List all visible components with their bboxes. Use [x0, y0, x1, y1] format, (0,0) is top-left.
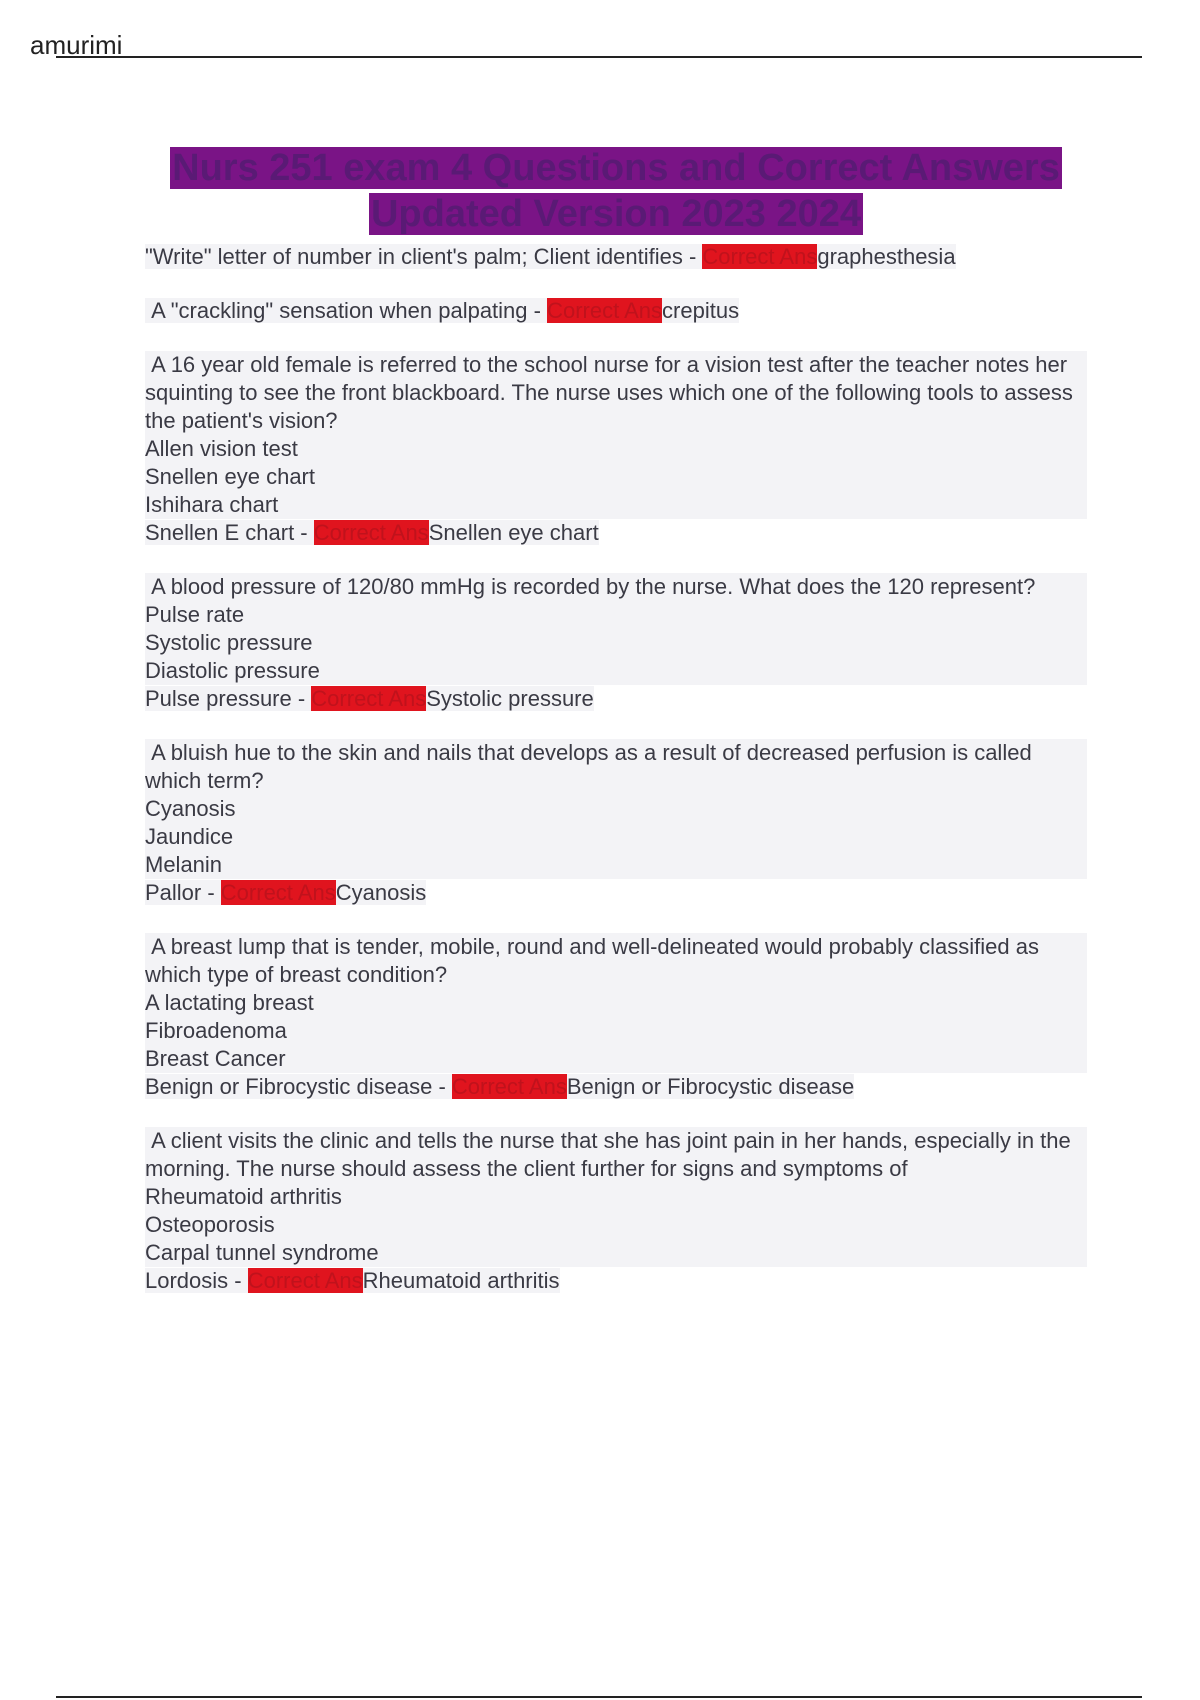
document-title	[145, 145, 1087, 237]
correct-answer-tag: Correct Ans	[220, 880, 336, 905]
qa-item	[145, 573, 1087, 713]
question-text: A client visits the clinic and tells the nurse that she has joint pain in her hands, especially in the morning. The nurse should assess the client further for signs and symptoms of	[145, 1127, 1087, 1183]
qa-item	[145, 1127, 1087, 1295]
option-text: Systolic pressure	[145, 629, 1087, 657]
footer-divider	[56, 1696, 1142, 1698]
answer-text: graphesthesia	[817, 244, 956, 269]
question-text: A bluish hue to the skin and nails that develops as a result of decreased perfusion is called which term?	[145, 739, 1087, 795]
correct-answer-tag: Correct Ans	[547, 298, 663, 323]
correct-answer-tag: Correct Ans	[451, 1074, 567, 1099]
option-text: Cyanosis	[145, 795, 1087, 823]
qa-item	[145, 243, 1087, 271]
option-text: Osteoporosis	[145, 1211, 1087, 1239]
answer-text: crepitus	[662, 298, 740, 323]
title-line-2: Updated Version 2023 2024	[370, 193, 862, 235]
qa-item	[145, 297, 1087, 325]
option-text: A lactating breast	[145, 989, 1087, 1017]
document-body	[145, 145, 1087, 1321]
option-text: Allen vision test	[145, 435, 1087, 463]
answer-text: Snellen eye chart	[428, 520, 599, 545]
option-text: Pulse rate	[145, 601, 1087, 629]
answer-text: Systolic pressure	[426, 686, 594, 711]
correct-answer-tag: Correct Ans	[247, 1268, 363, 1293]
correct-answer-tag: Correct Ans	[313, 520, 429, 545]
qa-item	[145, 351, 1087, 547]
header-divider	[56, 56, 1142, 58]
answer-text: Cyanosis	[335, 880, 427, 905]
option-text: Breast Cancer	[145, 1045, 1087, 1073]
option-text: Pulse pressure -	[145, 686, 312, 711]
question-text: A 16 year old female is referred to the school nurse for a vision test after the teacher notes her squinting to see the front blackboard. The nurse uses which one of the following tools to assess the patient's vision?	[145, 351, 1087, 435]
question-text: "Write" letter of number in client's palm; Client identifies -	[145, 244, 703, 269]
answer-text: Benign or Fibrocystic disease	[566, 1074, 855, 1099]
option-text: Ishihara chart	[145, 491, 1087, 519]
option-text: Lordosis -	[145, 1268, 248, 1293]
question-text: A breast lump that is tender, mobile, round and well-delineated would probably classified as which type of breast condition?	[145, 933, 1087, 989]
username-header: amurimi	[30, 30, 123, 60]
option-text: Benign or Fibrocystic disease -	[145, 1074, 452, 1099]
option-text: Snellen eye chart	[145, 463, 1087, 491]
option-text: Fibroadenoma	[145, 1017, 1087, 1045]
qa-item	[145, 933, 1087, 1101]
question-text: A "crackling" sensation when palpating -	[145, 298, 548, 323]
answer-text: Rheumatoid arthritis	[362, 1268, 560, 1293]
option-text: Rheumatoid arthritis	[145, 1183, 1087, 1211]
option-text: Jaundice	[145, 823, 1087, 851]
option-text: Melanin	[145, 851, 1087, 879]
option-text: Carpal tunnel syndrome	[145, 1239, 1087, 1267]
correct-answer-tag: Correct Ans	[311, 686, 427, 711]
option-text: Pallor -	[145, 880, 221, 905]
option-text: Snellen E chart -	[145, 520, 314, 545]
option-text: Diastolic pressure	[145, 657, 1087, 685]
qa-item	[145, 739, 1087, 907]
correct-answer-tag: Correct Ans	[702, 244, 818, 269]
question-text: A blood pressure of 120/80 mmHg is recorded by the nurse. What does the 120 represent?	[145, 573, 1087, 601]
title-line-1: Nurs 251 exam 4 Questions and Correct Answers	[172, 147, 1060, 189]
